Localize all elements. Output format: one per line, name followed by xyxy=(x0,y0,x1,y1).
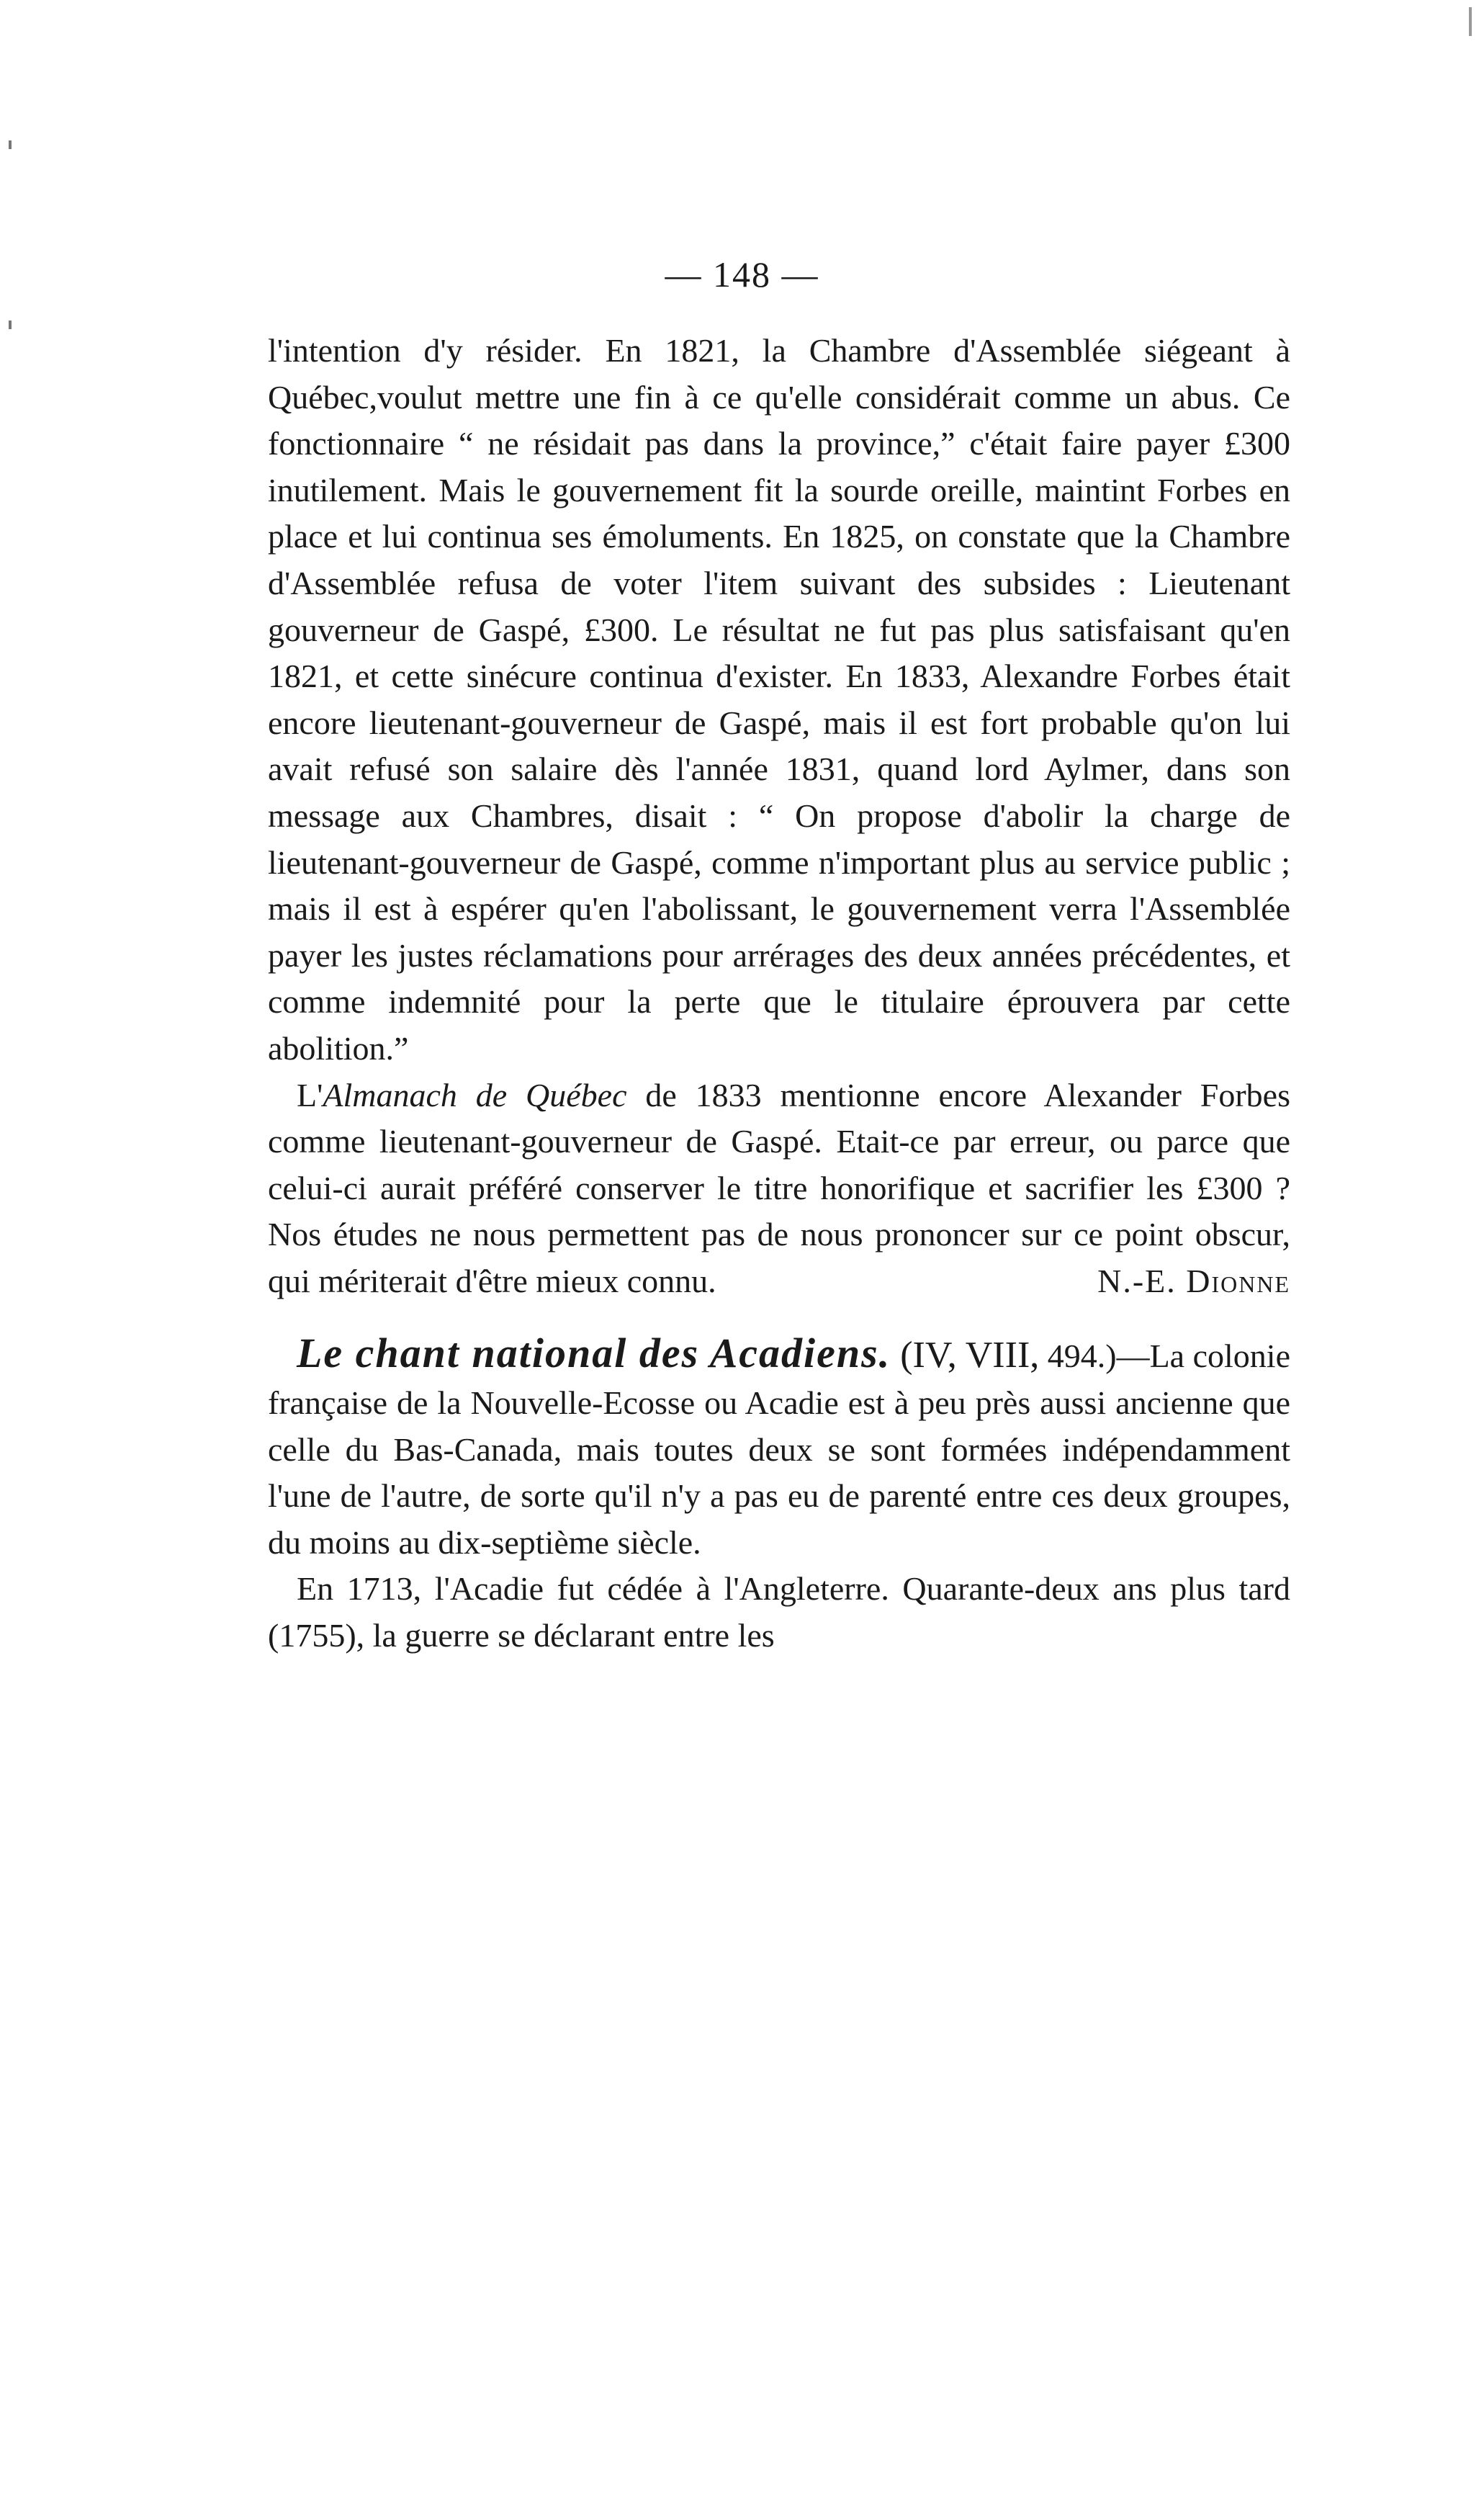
paragraph-forbes: l'intention d'y résider. En 1821, la Chambre d'Assemblée siégeant à Québec,voulut mettre une fin à ce qu'elle considérait comme un abus. Ce fonctionnaire “ ne résidait pas dans la province,” c'était faire payer £300 inutilement. Mais le gouvernement fit la sourde oreille, maintint Forbes en place et lui continua ses émoluments. En 1825, on constate que la Chambre d'Assemblée refusa de voter l'item suivant des subsides : Lieutenant gouverneur de Gaspé, £300. Le résultat ne fut pas plus satisfaisant qu'en 1821, et cette sinécure continua d'exister. En 1833, Alexandre Forbes était encore lieutenant-gouverneur de Gaspé, mais il est fort probable qu'on lui avait refusé son salaire dès l'année 1831, quand lord Aylmer, dans son message aux Chambres, disait : “ On propose d'abolir la charge de lieutenant-gouverneur de Gaspé, comme n'important plus au service public ; mais il est à espérer qu'en l'abolissant, le gouvernement verra l'Assemblée payer les justes réclamations pour arrérages des deux années précédentes, et comme indemnité pour la perte que le titulaire éprouvera par cette abolition.” xyxy=(268,332,1290,1067)
section-reference: (IV, VIII, xyxy=(891,1335,1040,1376)
scan-mark xyxy=(9,140,12,149)
page-body xyxy=(268,328,1290,1659)
scan-mark xyxy=(1469,7,1472,36)
almanach-text: de 1833 mentionne encore Alexander Forbes comme lieutenant-gouverneur de Gaspé. Etait-ce par erreur, ou parce que celui-ci aurait préféré conserver le titre honorifique et sacrifier les £300 ? Nos études ne nous permettent pas de nous prononcer sur ce point obscur, qui mériterait d'être mieux connu. xyxy=(268,1076,1290,1299)
author-signature: N.-E. Dionne xyxy=(1097,1262,1290,1299)
scan-mark xyxy=(9,321,12,329)
almanach-prefix: L' xyxy=(297,1076,323,1113)
page-number: — 148 — xyxy=(665,254,819,295)
acadiens-text: 494.)—La colonie française de la Nouvelle-Ecosse ou Acadie est à peu près aussi ancienne que celle du Bas-Canada, mais toutes deux se sont formées indépendamment l'une de l'autre, de sorte qu'il n'y a pas eu de parenté entre ces deux groupes, du moins au dix-septième siècle. xyxy=(268,1337,1291,1561)
paragraph-almanach xyxy=(268,1072,1290,1305)
almanach-title: Almanach de Québec xyxy=(323,1076,627,1113)
section-heading: Le chant national des Acadiens. xyxy=(297,1330,891,1377)
paragraph-acadiens xyxy=(268,1330,1290,1566)
paragraph-1713: En 1713, l'Acadie fut cédée à l'Angleterre. Quarante-deux ans plus tard (1755), la guerre se déclarant entre les xyxy=(268,1570,1290,1654)
